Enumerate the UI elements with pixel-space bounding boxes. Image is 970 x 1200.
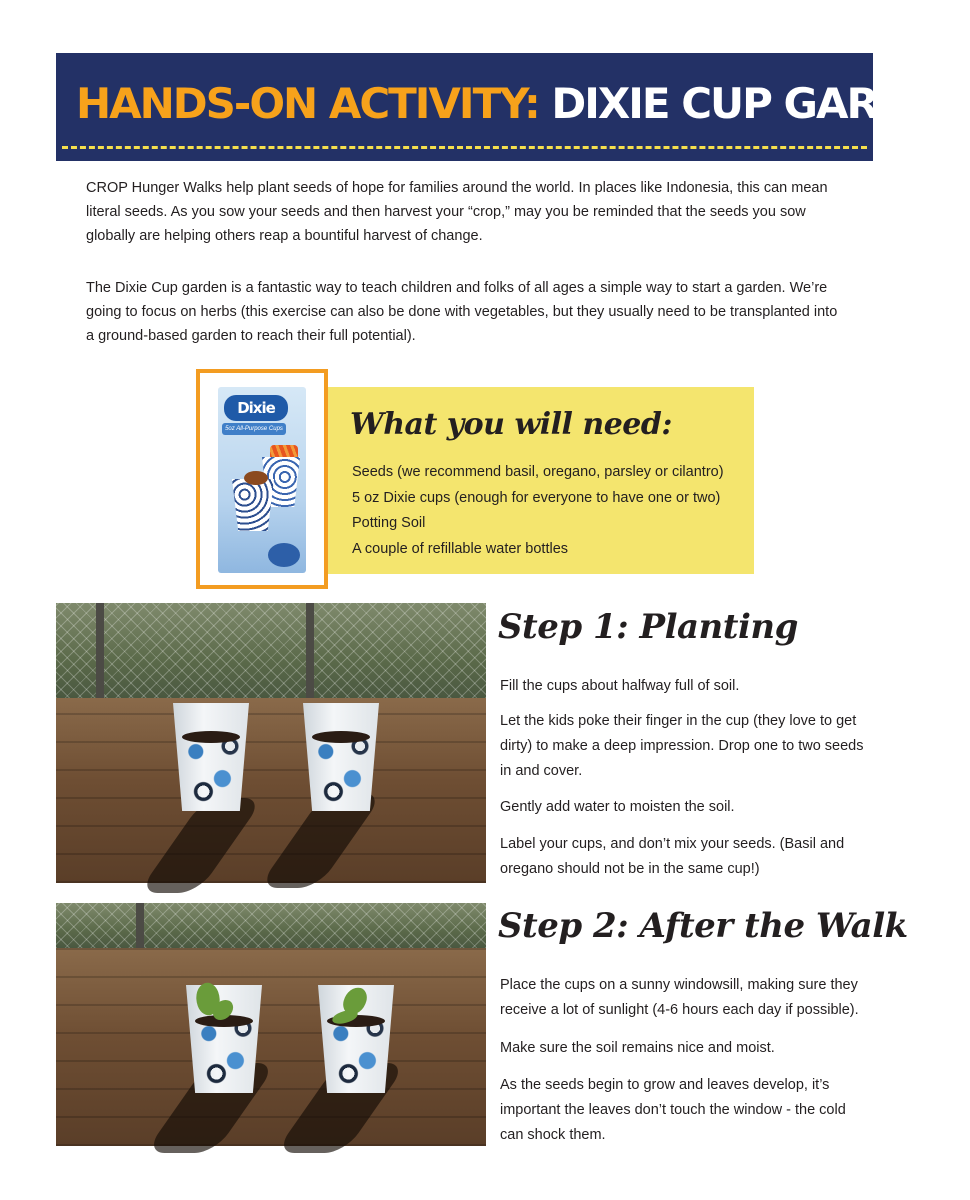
step1-paragraph: Fill the cups about halfway full of soil. <box>500 678 740 694</box>
needs-title: What you will need: <box>350 407 672 442</box>
intro-paragraph-1: CROP Hunger Walks help plant seeds of hope for families around the world. In places like Indonesia, this can mean literal seeds. As you sow your seeds and then harvest your “crop,” may you be reminded that the seeds you sow globally are helping others reap a bountiful harvest of change. <box>86 180 828 244</box>
dixie-logo: Dixie <box>224 395 288 421</box>
dixie-cup-image <box>232 479 274 531</box>
step1-paragraph: Let the kids poke their finger in the cup (they love to get dirty) to make a deep impression. Drop one to two seeds in and cover. <box>500 713 864 779</box>
needs-item: 5 oz Dixie cups (enough for everyone to have one or two) <box>352 489 721 506</box>
window-screen <box>56 603 486 698</box>
needs-panel <box>328 387 754 574</box>
fence-post <box>96 603 104 698</box>
step2-paragraph: As the seeds begin to grow and leaves develop, it’s important the leaves don’t touch the window - the cold can shock them. <box>500 1077 846 1143</box>
seed-cup <box>173 703 249 811</box>
seed-cup <box>303 703 379 811</box>
soil <box>182 731 240 743</box>
needs-list <box>352 460 724 562</box>
soil <box>312 731 370 743</box>
box-count-badge <box>268 543 300 567</box>
step1-paragraph: Label your cups, and don’t mix your seeds. (Basil and oregano should not be in the same cup!) <box>500 836 845 877</box>
dixie-box-subtitle: 5oz All-Purpose Cups <box>222 423 286 435</box>
title-banner <box>56 53 970 161</box>
wooden-windowsill <box>56 698 486 883</box>
dixie-box-photo <box>196 369 328 589</box>
sprouts-photo <box>56 903 486 1146</box>
dixie-box-image <box>218 387 306 573</box>
title-main: DIXIE CUP GARDEN <box>551 79 970 128</box>
needs-item: Seeds (we recommend basil, oregano, parsley or cilantro) <box>352 464 724 480</box>
pretzel-image <box>244 471 268 485</box>
step2-paragraph: Place the cups on a sunny windowsill, making sure they receive a lot of sunlight (4-6 hours each day if possible). <box>500 977 859 1018</box>
step1-title: Step 1: Planting <box>498 607 798 647</box>
page-title <box>76 79 970 128</box>
step1-paragraph: Gently add water to moisten the soil. <box>500 799 735 815</box>
wooden-windowsill <box>56 948 486 1146</box>
fence-post <box>136 903 144 948</box>
planting-photo <box>56 603 486 883</box>
intro-paragraph-2: The Dixie Cup garden is a fantastic way to teach children and folks of all ages a simple way to start a garden. We’re going to focus on herbs (this exercise can also be done with vegetables, but they usually need to be transplanted into a ground-based garden to reach their full potential). <box>86 280 838 344</box>
step2-title: Step 2: After the Walk <box>498 906 908 946</box>
banner-dashed-divider <box>62 146 867 149</box>
window-screen <box>56 903 486 948</box>
fence-post <box>306 603 314 698</box>
title-accent: HANDS-ON ACTIVITY: <box>76 79 539 128</box>
step2-paragraph: Make sure the soil remains nice and moist. <box>500 1040 775 1056</box>
needs-item: A couple of refillable water bottles <box>352 540 569 557</box>
needs-item: Potting Soil <box>352 515 426 531</box>
